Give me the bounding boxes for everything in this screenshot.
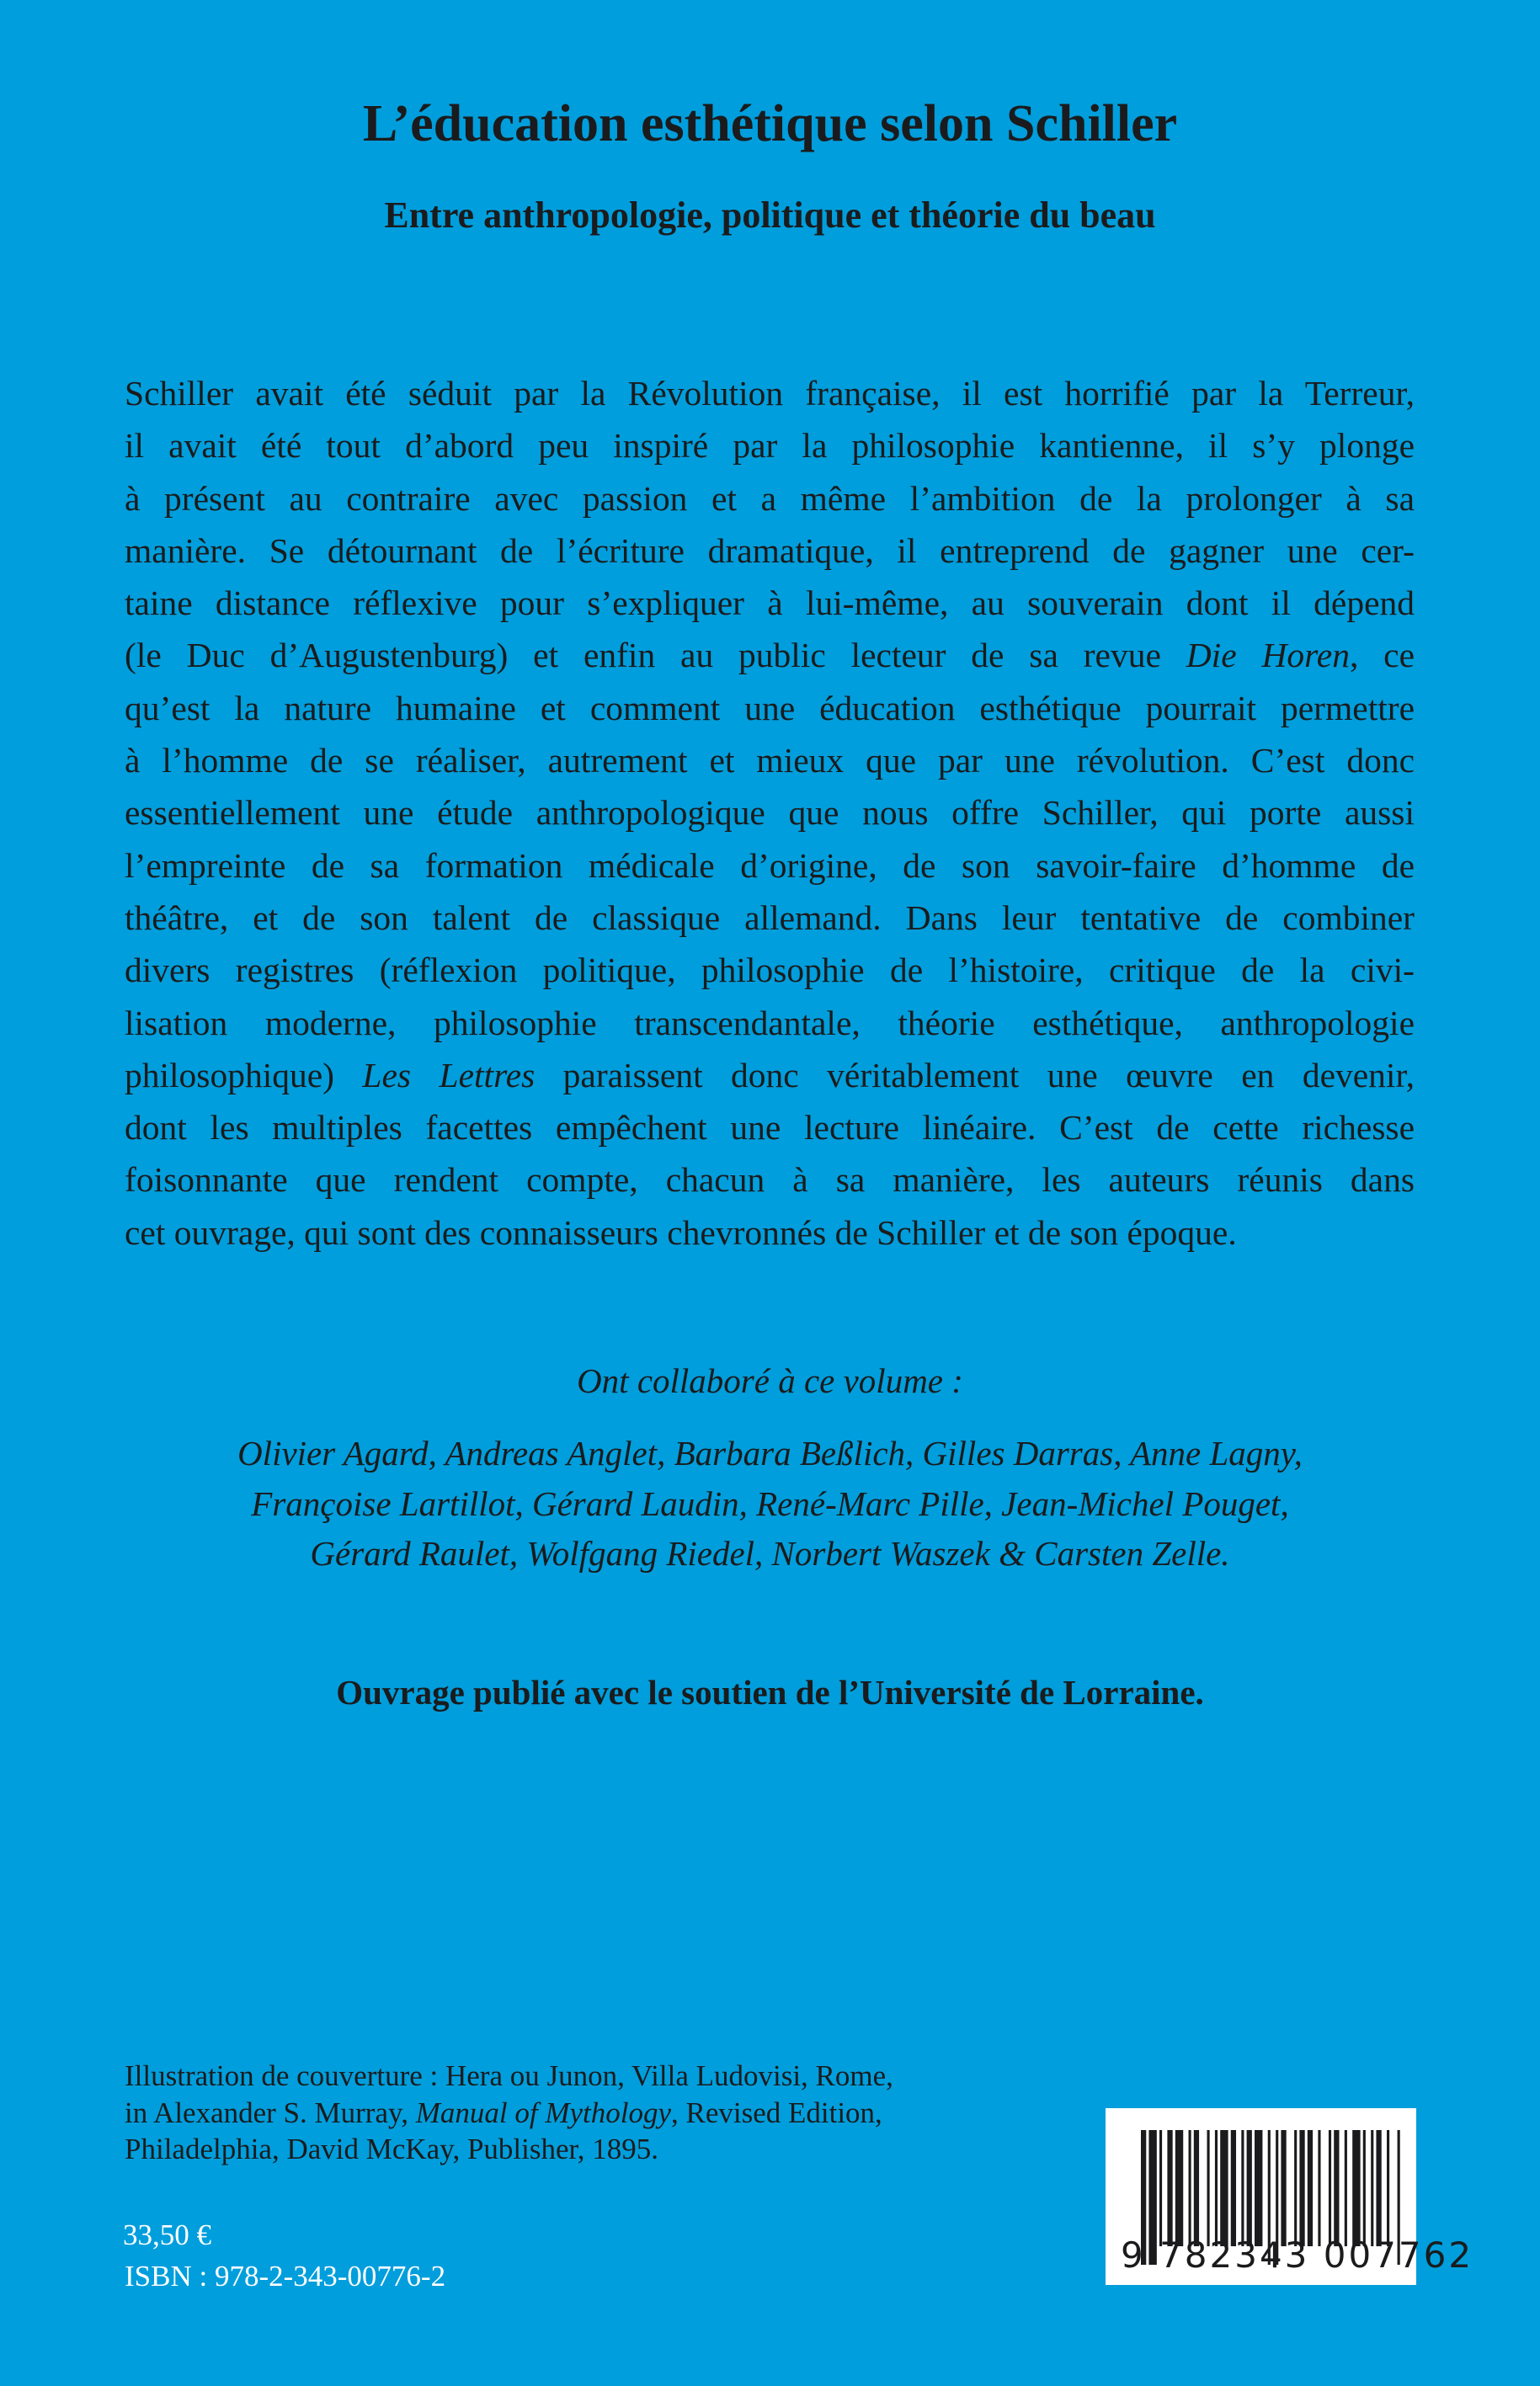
blurb-line	[125, 1049, 1415, 1101]
barcode-bar	[1294, 2130, 1297, 2246]
isbn: ISBN : 978-2-343-00776-2	[125, 2260, 446, 2293]
blurb-line	[125, 839, 1415, 892]
blurb-line	[125, 577, 1415, 629]
barcode-bar	[1371, 2130, 1373, 2246]
blurb-text: à l’homme de se réaliser, autrement et mieux que par une révolution. C’est donc	[125, 741, 1415, 780]
blurb-line	[125, 786, 1415, 839]
barcode-bar	[1334, 2130, 1339, 2246]
barcode-number: 9 782343 007762	[1121, 2234, 1474, 2276]
blurb-line	[125, 419, 1415, 471]
illustration-text: , Revised Edition,	[671, 2096, 882, 2129]
barcode-bar	[1247, 2130, 1252, 2246]
barcode-bar	[1159, 2130, 1162, 2246]
barcode-bar	[1387, 2130, 1389, 2246]
barcode-bar	[1329, 2130, 1331, 2246]
barcode-bar	[1281, 2130, 1286, 2246]
blurb-line	[125, 997, 1415, 1049]
blurb-text: (le Duc d’Augustenburg) et enfin au public lecteur de sa revue	[125, 636, 1186, 675]
illustration-line: Illustration de couverture : Hera ou Junon, Villa Ludovisi, Rome,	[125, 2059, 893, 2092]
blurb-line	[125, 682, 1415, 734]
barcode-bar	[1215, 2130, 1218, 2246]
blurb-line	[125, 629, 1415, 681]
book-subtitle: Entre anthropologie, politique et théorie du beau	[384, 194, 1156, 236]
illustration-line: Philadelphia, David McKay, Publisher, 1895.	[125, 2133, 659, 2165]
blurb-line	[125, 525, 1415, 577]
blurb-text: Schiller avait été séduit par la Révolution française, il est horrifié par la Terreur,	[125, 374, 1415, 413]
barcode-bar	[1345, 2130, 1347, 2246]
blurb-text: divers registres (réflexion politique, philosophie de l’histoire, critique de la civi-	[125, 951, 1415, 990]
blurb-text: il avait été tout d’abord peu inspiré par la philosophie kantienne, il s’y plonge	[125, 426, 1415, 466]
blurb-text: , ce	[1349, 636, 1415, 675]
barcode-bar	[1167, 2130, 1172, 2246]
barcode-bar	[1231, 2130, 1236, 2246]
blurb-text: philosophique)	[125, 1055, 363, 1094]
illustration-line	[125, 2095, 893, 2132]
blurb-text: foisonnante que rendent compte, chacun à sa manière, les auteurs réunis dans	[125, 1160, 1415, 1200]
blurb-text: paraissent donc véritablement une œuvre en devenir,	[535, 1055, 1415, 1094]
blurb-line	[125, 1206, 1415, 1259]
contributors-line: Gérard Raulet, Wolfgang Riedel, Norbert Waszek & Carsten Zelle.	[310, 1534, 1230, 1573]
barcode-bar	[1299, 2130, 1304, 2246]
illustration-source-title: Manual of Mythology	[415, 2096, 671, 2129]
blurb-text: théâtre, et de son talent de classique allemand. Dans leur tentative de combiner	[125, 897, 1415, 937]
barcode	[1106, 2108, 1474, 2285]
barcode-bar	[1255, 2130, 1262, 2246]
barcode-bar	[1308, 2130, 1313, 2246]
barcode-bar	[1318, 2130, 1320, 2246]
illustration-credit	[125, 2058, 893, 2168]
barcode-bar	[1220, 2130, 1228, 2246]
blurb-line	[125, 734, 1415, 786]
blurb-text: lisation moderne, philosophie transcendantale, théorie esthétique, anthropologie	[125, 1003, 1415, 1042]
barcode-bar	[1175, 2130, 1183, 2246]
blurb-text: à présent au contraire avec passion et a même l’ambition de la prolonger à sa	[125, 478, 1415, 518]
illustration-text: in Alexander S. Murray,	[125, 2096, 416, 2129]
barcode-bar	[1363, 2130, 1366, 2246]
italic-title: Die Horen	[1186, 636, 1350, 675]
barcode-bar	[1189, 2130, 1191, 2246]
barcode-bar	[1241, 2130, 1244, 2246]
contributors-line: Françoise Lartillot, Gérard Laudin, René-Marc Pille, Jean-Michel Pouget,	[251, 1483, 1289, 1523]
barcode-bar	[1194, 2130, 1199, 2246]
contributors-heading: Ont collaboré à ce volume :	[577, 1361, 963, 1400]
book-title: L’éducation esthétique selon Schiller	[362, 95, 1178, 152]
blurb-line	[125, 1101, 1415, 1153]
blurb-line	[125, 367, 1415, 419]
blurb-text: essentiellement une étude anthropologique que nous offre Schiller, qui porte aussi	[125, 793, 1415, 833]
blurb-line	[125, 472, 1415, 525]
blurb-text: dont les multiples facettes empêchent une lecture linéaire. C’est de cette richesse	[125, 1108, 1415, 1148]
blurb-paragraph	[125, 367, 1415, 1259]
blurb-text: cet ouvrage, qui sont des connaisseurs chevronnés de Schiller et de son époque.	[125, 1212, 1237, 1252]
blurb-text: l’empreinte de sa formation médicale d’origine, de son savoir-faire d’homme de	[125, 845, 1415, 885]
barcode-bar	[1376, 2130, 1381, 2246]
blurb-text: manière. Se détournant de l’écriture dramatique, il entreprend de gagner une cer-	[125, 530, 1415, 570]
blurb-line	[125, 944, 1415, 996]
italic-title: Les Lettres	[362, 1055, 536, 1094]
contributors-list	[0, 1429, 1540, 1579]
blurb-text: taine distance réflexive pour s’expliquer à lui-même, au souverain dont il dépend	[125, 583, 1415, 623]
barcode-bar	[1207, 2130, 1210, 2246]
blurb-line	[125, 892, 1415, 944]
blurb-line	[125, 1153, 1415, 1206]
barcode-bar	[1352, 2130, 1360, 2246]
blurb-text: qu’est la nature humaine et comment une éducation esthétique pourrait permettre	[125, 688, 1415, 727]
support-notice: Ouvrage publié avec le soutien de l’Université de Lorraine.	[336, 1673, 1204, 1712]
price: 33,50 €	[123, 2218, 211, 2251]
contributors-line: Olivier Agard, Andreas Anglet, Barbara Beßlich, Gilles Darras, Anne Lagny,	[237, 1434, 1303, 1473]
